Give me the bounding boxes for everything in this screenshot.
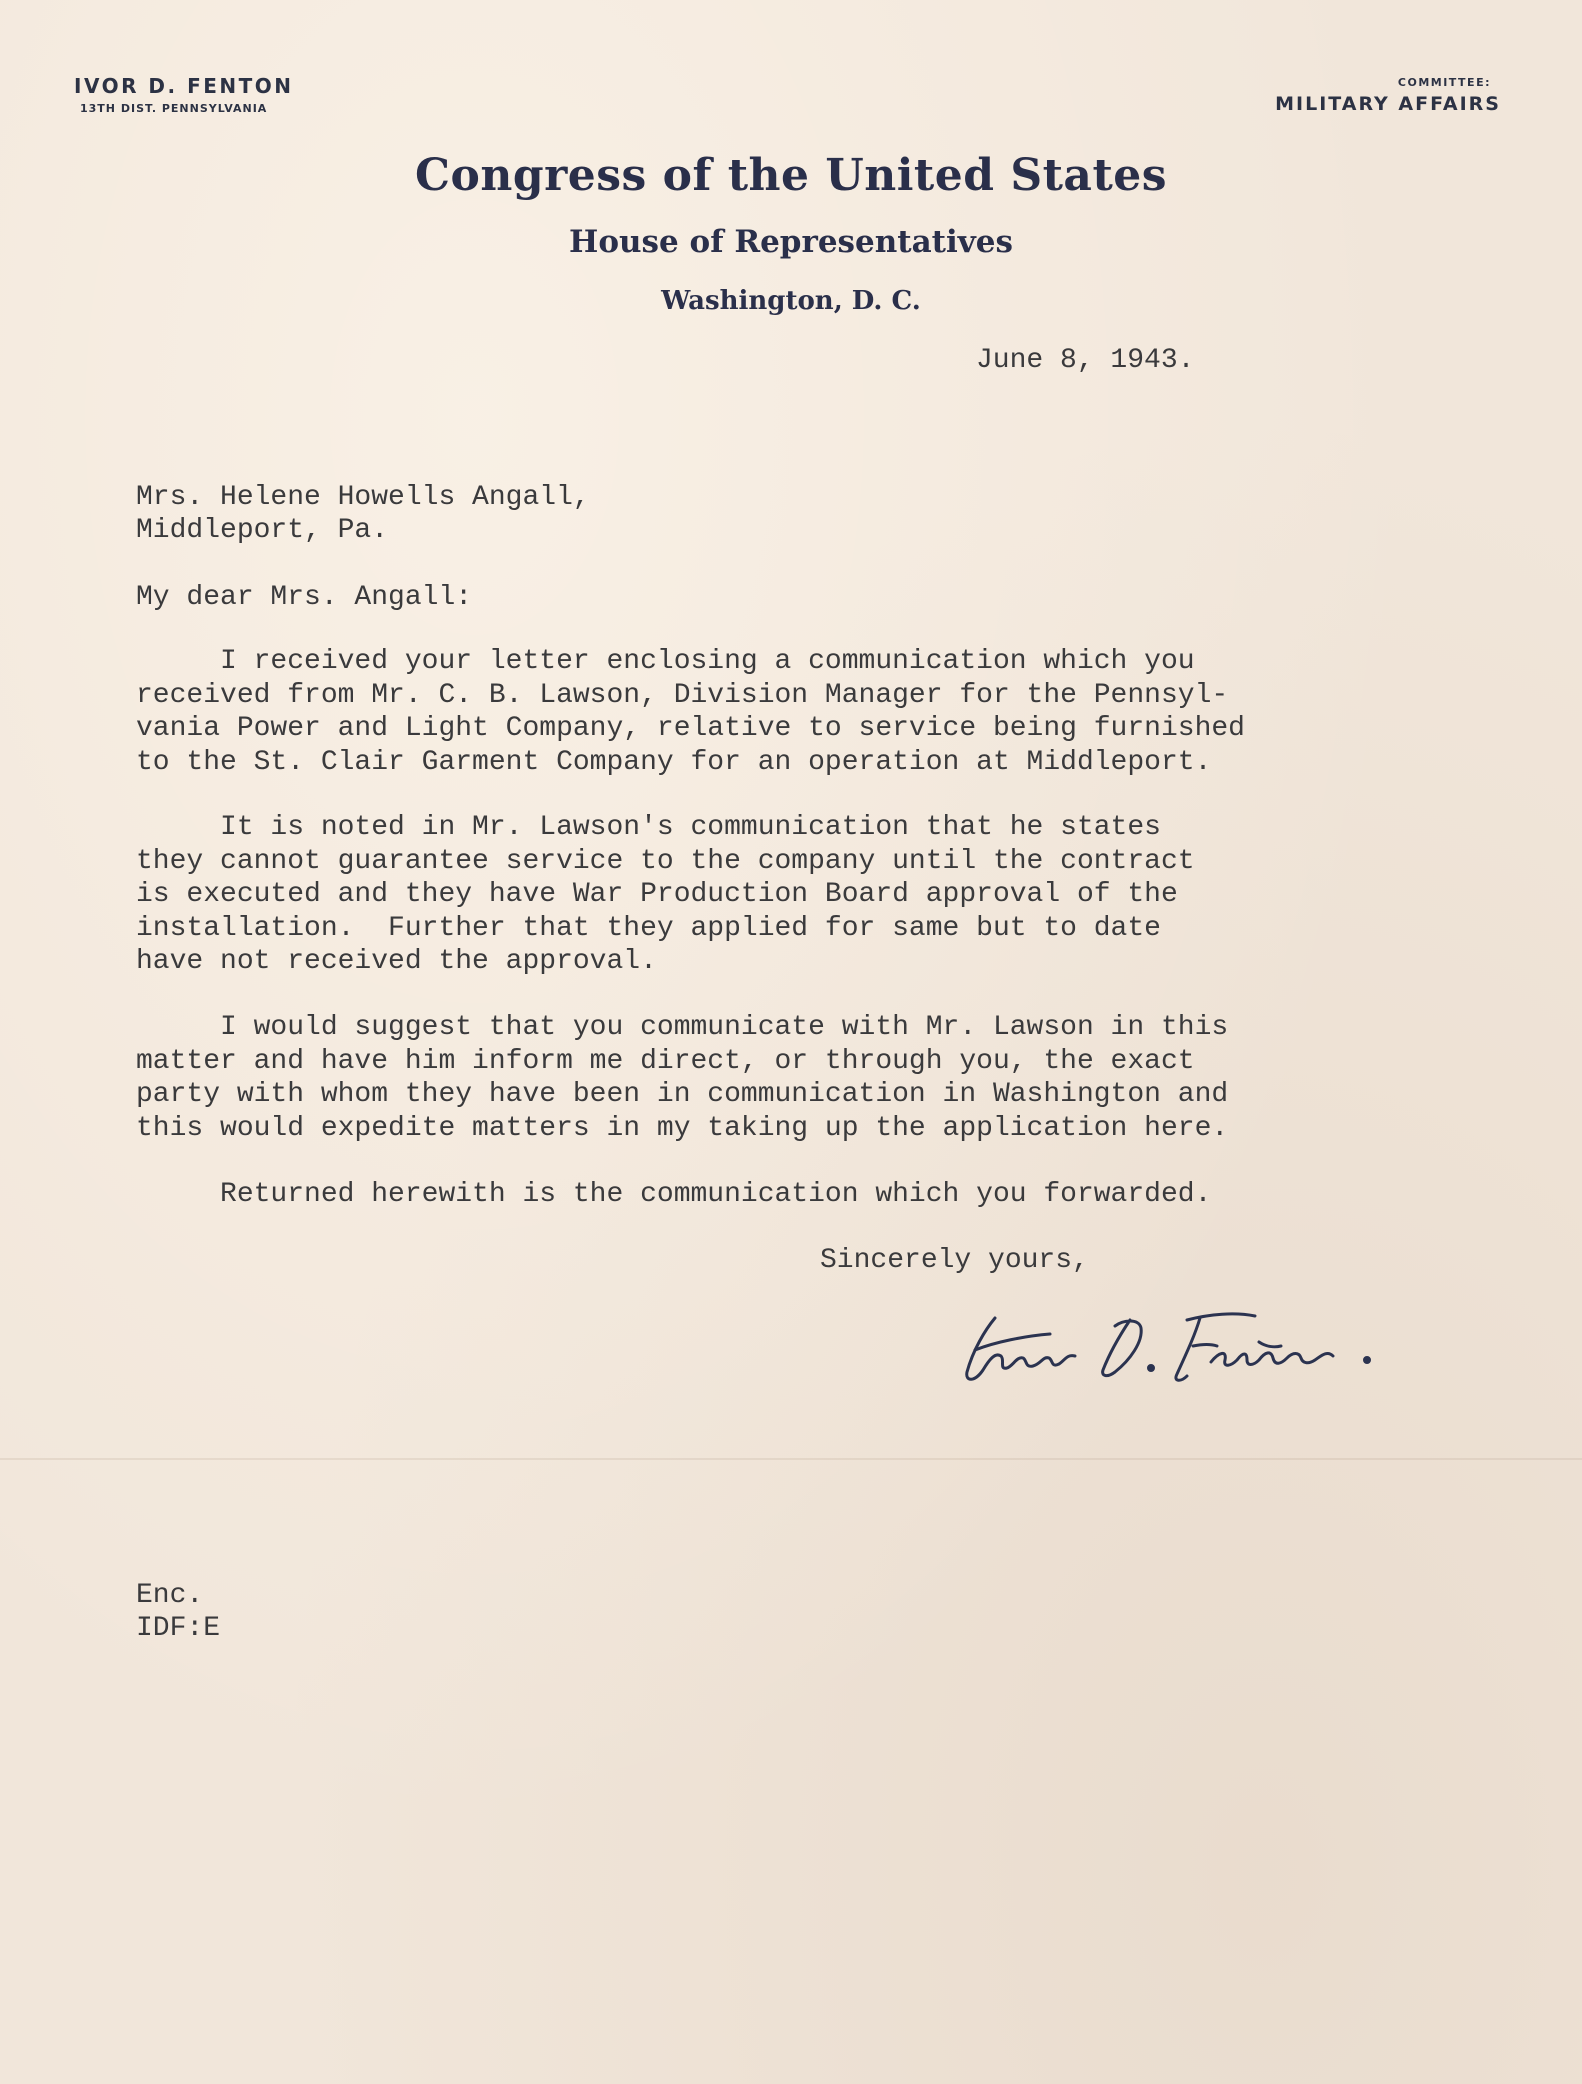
letterhead-title: Congress of the United States — [414, 150, 1168, 201]
salutation: My dear Mrs. Angall: — [136, 582, 473, 613]
recipient-address: Middleport, Pa. — [136, 515, 389, 546]
letter-date: June 8, 1943. — [976, 345, 1195, 376]
recipient-name: Mrs. Helene Howells Angall, — [136, 482, 590, 513]
committee-name: MILITARY AFFAIRS — [1275, 93, 1501, 115]
member-name: IVOR D. FENTON — [74, 74, 294, 98]
body-paragraph-2 — [136, 811, 1456, 979]
member-district: 13TH DIST. PENNSYLVANIA — [80, 102, 268, 115]
handwritten-signature — [955, 1290, 1395, 1400]
letterhead-location: Washington, D. C. — [661, 286, 921, 316]
body-line: I would suggest that you communicate with Mr. Lawson in this — [136, 1012, 1229, 1043]
body-line: installation. Further that they applied for same but to date — [136, 912, 1161, 944]
body-line: party with whom they have been in communication in Washington and — [136, 1079, 1229, 1110]
letterhead-subtitle: House of Representatives — [569, 224, 1013, 260]
reference-initials: IDF:E — [136, 1613, 221, 1644]
body-line: this would expedite matters in my taking up the application here. — [136, 1112, 1229, 1144]
body-line: Returned herewith is the communication which you forwarded. — [136, 1179, 1212, 1210]
body-line: is executed and they have War Production Board approval of the — [136, 879, 1178, 910]
body-paragraph-1 — [136, 645, 1456, 779]
closing: Sincerely yours, — [820, 1245, 1089, 1276]
body-line: matter and have him inform me direct, or through you, the exact — [136, 1045, 1195, 1077]
letterhead-member-block — [74, 74, 294, 115]
body-line: received from Mr. C. B. Lawson, Division Manager for the Pennsyl- — [136, 679, 1229, 711]
body-paragraph-3 — [136, 1011, 1456, 1145]
committee-label: COMMITTEE: — [1397, 76, 1491, 89]
paper-fold-line — [0, 1458, 1582, 1460]
body-line: have not received the approval. — [136, 946, 657, 977]
body-line: they cannot guarantee service to the company until the contract — [136, 845, 1195, 877]
letterhead-committee-block — [1275, 76, 1501, 115]
body-line: I received your letter enclosing a communication which you — [136, 646, 1195, 677]
enclosure-notation: Enc. — [136, 1580, 204, 1611]
body-line: It is noted in Mr. Lawson's communication that he states — [136, 812, 1161, 843]
body-line: to the St. Clair Garment Company for an operation at Middleport. — [136, 746, 1212, 778]
body-line: vania Power and Light Company, relative to service being furnished — [136, 713, 1245, 744]
body-paragraph-4 — [136, 1178, 1456, 1212]
